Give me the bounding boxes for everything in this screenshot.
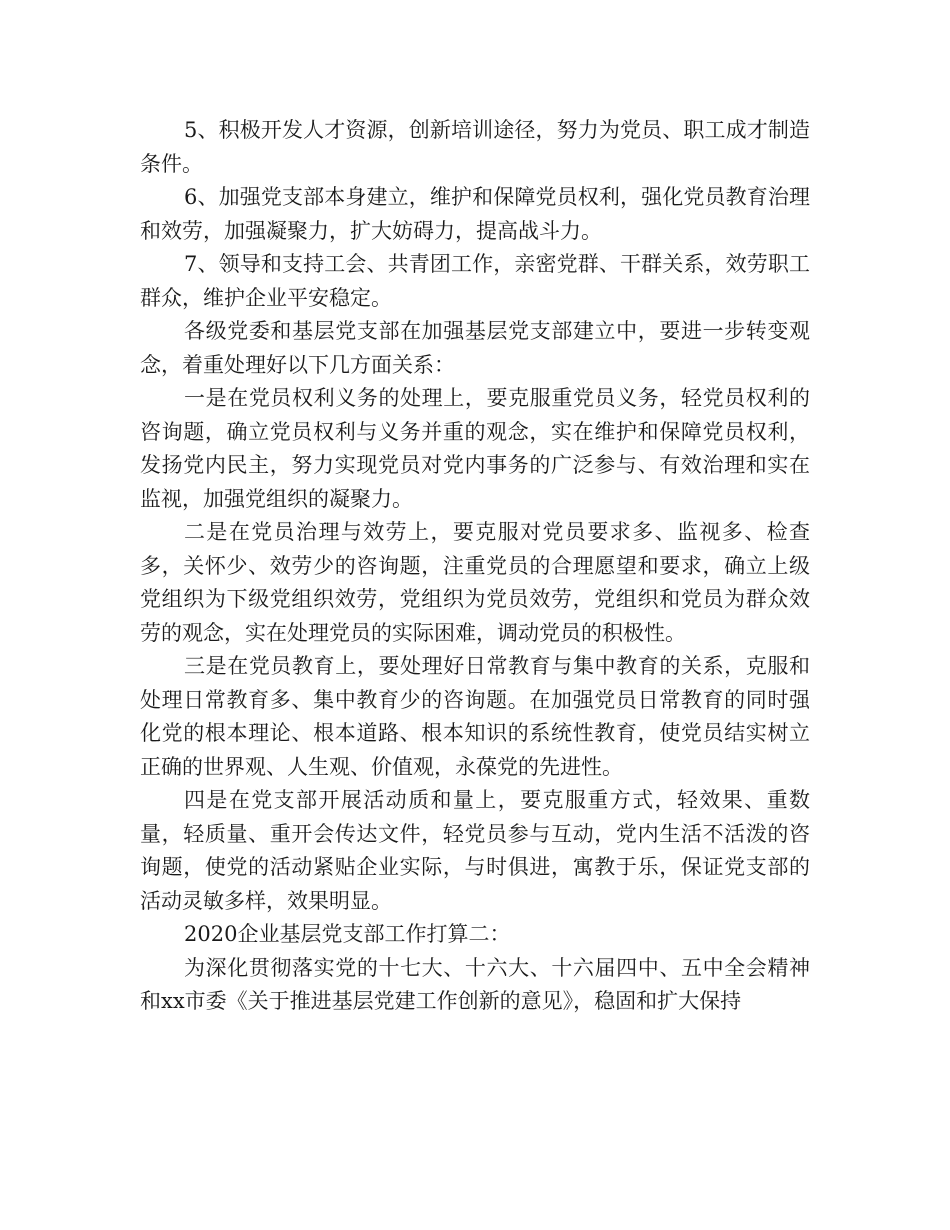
document-body — [140, 114, 810, 1019]
section-heading: 2020企业基层党支部工作打算二： — [184, 922, 511, 946]
paragraph-item-7: 7、领导和支持工会、共青团工作，亲密党群、干群关系，效劳职工群众，维护企业平安稳定。 — [140, 252, 810, 310]
paragraph-item-5: 5、积极开发人才资源，创新培训途径，努力为党员、职工成才制造条件。 — [140, 118, 810, 176]
paragraph-point-one: 一是在党员权利义务的处理上，要克服重党员义务，轻党员权利的咨询题，确立党员权利与义务并重的观念，实在维护和保障党员权利，发扬党内民主，努力实现党员对党内事务的广泛参与、有效治理和实在监视，加强党组织的凝聚力。 — [140, 386, 810, 511]
paragraph-point-two: 二是在党员治理与效劳上，要克服对党员要求多、监视多、检查多，关怀少、效劳少的咨询题，注重党员的合理愿望和要求，确立上级党组织为下级党组织效劳，党组织为党员效劳，党组织和党员为群众效劳的观念，实在处理党员的实际困难，调动党员的积极性。 — [140, 520, 810, 645]
paragraph-point-four: 四是在党支部开展活动质和量上，要克服重方式，轻效果、重数量，轻质量、重开会传达文件，轻党员参与互动，党内生活不活泼的咨询题，使党的活动紧贴企业实际，与时俱进，寓教于乐，保证党支部的活动灵敏多样，效果明显。 — [140, 788, 810, 913]
paragraph-point-three: 三是在党员教育上，要处理好日常教育与集中教育的关系，克服和处理日常教育多、集中教育少的咨询题。在加强党员日常教育的同时强化党的根本理论、根本道路、根本知识的系统性教育，使党员结实树立正确的世界观、人生观、价值观，永葆党的先进性。 — [140, 654, 810, 779]
paragraph-relations-intro: 各级党委和基层党支部在加强基层党支部建立中，要进一步转变观念，着重处理好以下几方面关系： — [140, 319, 810, 377]
paragraph-section-intro: 为深化贯彻落实党的十七大、十六大、十六届四中、五中全会精神和xx市委《关于推进基层党建工作创新的意见》，稳固和扩大保持 — [140, 955, 810, 1013]
paragraph-item-6: 6、加强党支部本身建立，维护和保障党员权利，强化党员教育治理和效劳，加强凝聚力，扩大妨碍力，提高战斗力。 — [140, 185, 810, 243]
